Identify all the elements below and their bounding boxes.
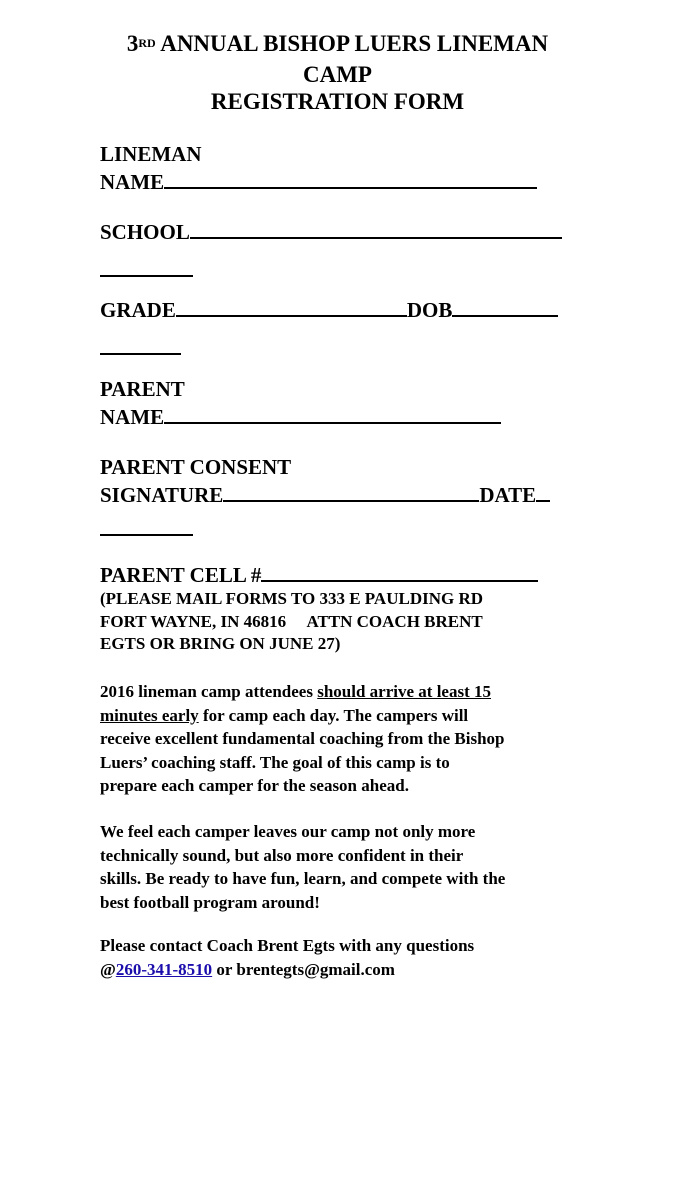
camp-benefits-paragraph [100,820,505,914]
paragraph2-line1: We feel each camper leaves our camp not only more [100,822,476,841]
signature-input-line[interactable] [223,483,479,502]
paragraph1-line1-text: 2016 lineman camp attendees [100,682,318,701]
parent-name-input-line[interactable] [164,405,501,424]
arrival-notice-underlined-continued: minutes early [100,705,199,725]
paragraph1-line2-text: for camp each day. The campers will [198,705,469,725]
contact-email-text: or brentegts@gmail.com [212,959,395,979]
contact-paragraph [100,934,474,981]
mail-notice-line-1: (PLEASE MAIL FORMS TO 333 E PAULDING RD [100,589,484,608]
mail-notice [100,588,483,656]
lineman-name-label-line-1: LINEMAN [100,142,202,166]
lineman-name-label-line-2: NAME [100,170,165,194]
lineman-name-field [100,140,537,196]
parent-cell-input-line[interactable] [261,563,538,582]
date-input-line[interactable] [536,483,550,502]
title-ordinal-suffix: RD [138,36,156,50]
paragraph2-line4: best football program around! [100,892,320,912]
dob-input-line[interactable] [452,298,558,317]
mail-notice-line-2: FORT WAYNE, IN 46816 ATTN COACH BRENT [100,611,483,631]
title-number: 3 [126,31,139,56]
form-title [0,30,675,115]
paragraph1-line5: prepare each camper for the season ahead. [100,776,409,795]
parent-name-field [100,375,501,431]
parent-name-label-line-1: PARENT [100,377,185,401]
parent-consent-field [100,453,550,543]
contact-at-sign: @ [100,959,116,979]
school-label: SCHOOL [100,220,190,244]
dob-label: DOB [406,298,453,322]
grade-dob-field [100,296,558,362]
parent-consent-label-line-1: PARENT CONSENT [100,455,292,479]
school-field [100,218,562,284]
parent-name-label-line-2: NAME [100,405,165,429]
title-line-1 [0,30,675,61]
grade-label: GRADE [100,298,176,322]
grade-input-line[interactable] [176,298,407,317]
paragraph2-line3: skills. Be ready to have fun, learn, and compete with the [100,869,506,888]
parent-consent-label-line-2: SIGNATURE [100,483,224,507]
school-input-line[interactable] [190,220,562,239]
arrival-notice-underlined: should arrive at least 15 [317,682,491,701]
dob-input-line-continued[interactable] [100,336,181,355]
camp-description-paragraph [100,680,505,798]
title-line-1-text: ANNUAL BISHOP LUERS LINEMAN [155,31,549,56]
date-input-line-continued[interactable] [100,517,193,536]
date-label: DATE [479,483,537,507]
parent-cell-field [100,561,538,589]
school-input-line-continued[interactable] [100,258,193,277]
title-line-3: REGISTRATION FORM [210,89,465,114]
paragraph1-line4: Luers’ coaching staff. The goal of this camp is to [100,752,450,772]
lineman-name-input-line[interactable] [164,170,537,189]
paragraph2-line2: technically sound, but also more confident in their [100,845,464,865]
title-line-2: CAMP [303,62,372,87]
mail-notice-line-3: EGTS OR BRING ON JUNE 27) [100,634,341,653]
phone-link[interactable]: 260-341-8510 [115,959,213,979]
contact-line-1: Please contact Coach Brent Egts with any questions [100,936,475,955]
parent-cell-label: PARENT CELL # [100,563,262,587]
paragraph1-line3: receive excellent fundamental coaching from the Bishop [100,729,505,748]
